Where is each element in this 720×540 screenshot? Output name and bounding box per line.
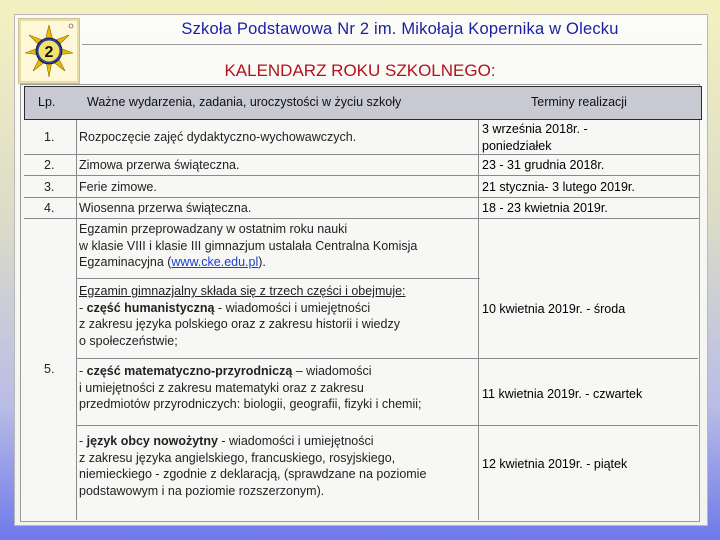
exam-intro-line: Egzamin gimnazjalny składa się z trzech części i obejmuje: (79, 284, 406, 298)
row-divider (76, 358, 698, 359)
exam-intro-line (79, 254, 475, 271)
exam-intro-text: ). (258, 255, 266, 269)
exam-intro-text: Egzaminacyjna ( (79, 255, 172, 269)
bullet: - (79, 364, 87, 378)
logo-number: 2 (44, 44, 54, 61)
exam-part-line: przedmiotów przyrodniczych: biologii, geografii, fizyki i chemii; (79, 397, 422, 411)
exam-part-line (79, 300, 475, 317)
title-divider (82, 44, 702, 45)
date-text: 11 kwietnia 2019r. - czwartek (482, 387, 643, 401)
event-text: Wiosenna przerwa świąteczna. (79, 201, 252, 215)
exam-part-math-science (79, 363, 479, 413)
row-divider (24, 175, 700, 176)
calendar-title: KALENDARZ ROKU SZKOLNEGO: (224, 61, 496, 80)
date-text (482, 121, 588, 154)
date-text: 10 kwietnia 2019r. - środa (482, 302, 626, 316)
exam-part-line: podstawowym i na poziomie rozszerzonym). (79, 483, 325, 498)
exam-part-humanities (79, 283, 475, 349)
bullet: - (79, 434, 87, 448)
date-text: 21 stycznia- 3 lutego 2019r. (482, 180, 635, 194)
table-header (24, 86, 702, 120)
exam-part-name: część matematyczno-przyrodniczą (86, 364, 293, 378)
exam-part-name: część humanistyczną (86, 300, 215, 315)
date-line: 3 września 2018r. - (482, 122, 588, 136)
col-divider-1 (76, 120, 77, 520)
exam-intro-line: w klasie VIII i klasie III gimnazjum ustalała Centralna Komisja (79, 238, 418, 253)
exam-part-line (79, 363, 479, 380)
row-divider (24, 197, 700, 198)
exam-part-line: z zakresu języka polskiego oraz z zakresu historii i wiedzy (79, 317, 400, 331)
cke-link[interactable]: www.cke.edu.pl (171, 255, 259, 269)
date-text: 12 kwietnia 2019r. - piątek (482, 457, 628, 471)
header-dates: Terminy realizacji (531, 95, 627, 109)
event-text: Ferie zimowe. (79, 180, 157, 194)
row-number: 3. (44, 180, 55, 194)
row-divider (24, 218, 700, 219)
row-divider (24, 154, 700, 155)
exam-part-line (79, 433, 479, 450)
exam-part-text: - wiadomości i umiejętności (214, 300, 371, 315)
exam-part-text: - wiadomości i umiejętności (217, 434, 374, 448)
exam-part-line: o społeczeństwie; (79, 333, 178, 348)
row-number: 2. (44, 158, 55, 172)
header-events: Ważne wydarzenia, zadania, uroczystości w życiu szkoły (87, 95, 402, 109)
date-line: poniedziałek (482, 138, 552, 153)
exam-part-line: i umiejętności z zakresu matematyki oraz z zakresu (79, 380, 364, 395)
bullet: - (79, 300, 87, 315)
row-number: 4. (44, 201, 55, 215)
row-divider (76, 425, 698, 426)
exam-part-line: niemieckiego - zgodnie z deklaracją, (sprawdzane na poziomie (79, 467, 427, 481)
exam-part-name: język obcy nowożytny (86, 434, 218, 448)
header-lp: Lp. (38, 95, 56, 109)
event-text: Zimowa przerwa świąteczna. (79, 158, 240, 172)
school-name: Szkoła Podstawowa Nr 2 im. Mikołaja Kopernika w Olecku (181, 20, 619, 38)
row-divider (76, 278, 480, 279)
exam-part-foreign-language (79, 433, 479, 499)
date-text: 18 - 23 kwietnia 2019r. (482, 201, 608, 215)
row-number: 1. (44, 130, 55, 144)
row-number: 5. (44, 362, 55, 376)
event-text: Rozpoczęcie zajęć dydaktyczno-wychowawczych. (79, 130, 357, 144)
exam-part-text: – wiadomości (292, 364, 372, 378)
date-text: 23 - 31 grudnia 2018r. (482, 158, 605, 172)
exam-part-line: z zakresu języka angielskiego, francuskiego, rosyjskiego, (79, 450, 396, 465)
exam-intro (79, 221, 475, 271)
exam-intro-line: Egzamin przeprowadzany w ostatnim roku nauki (79, 222, 348, 236)
